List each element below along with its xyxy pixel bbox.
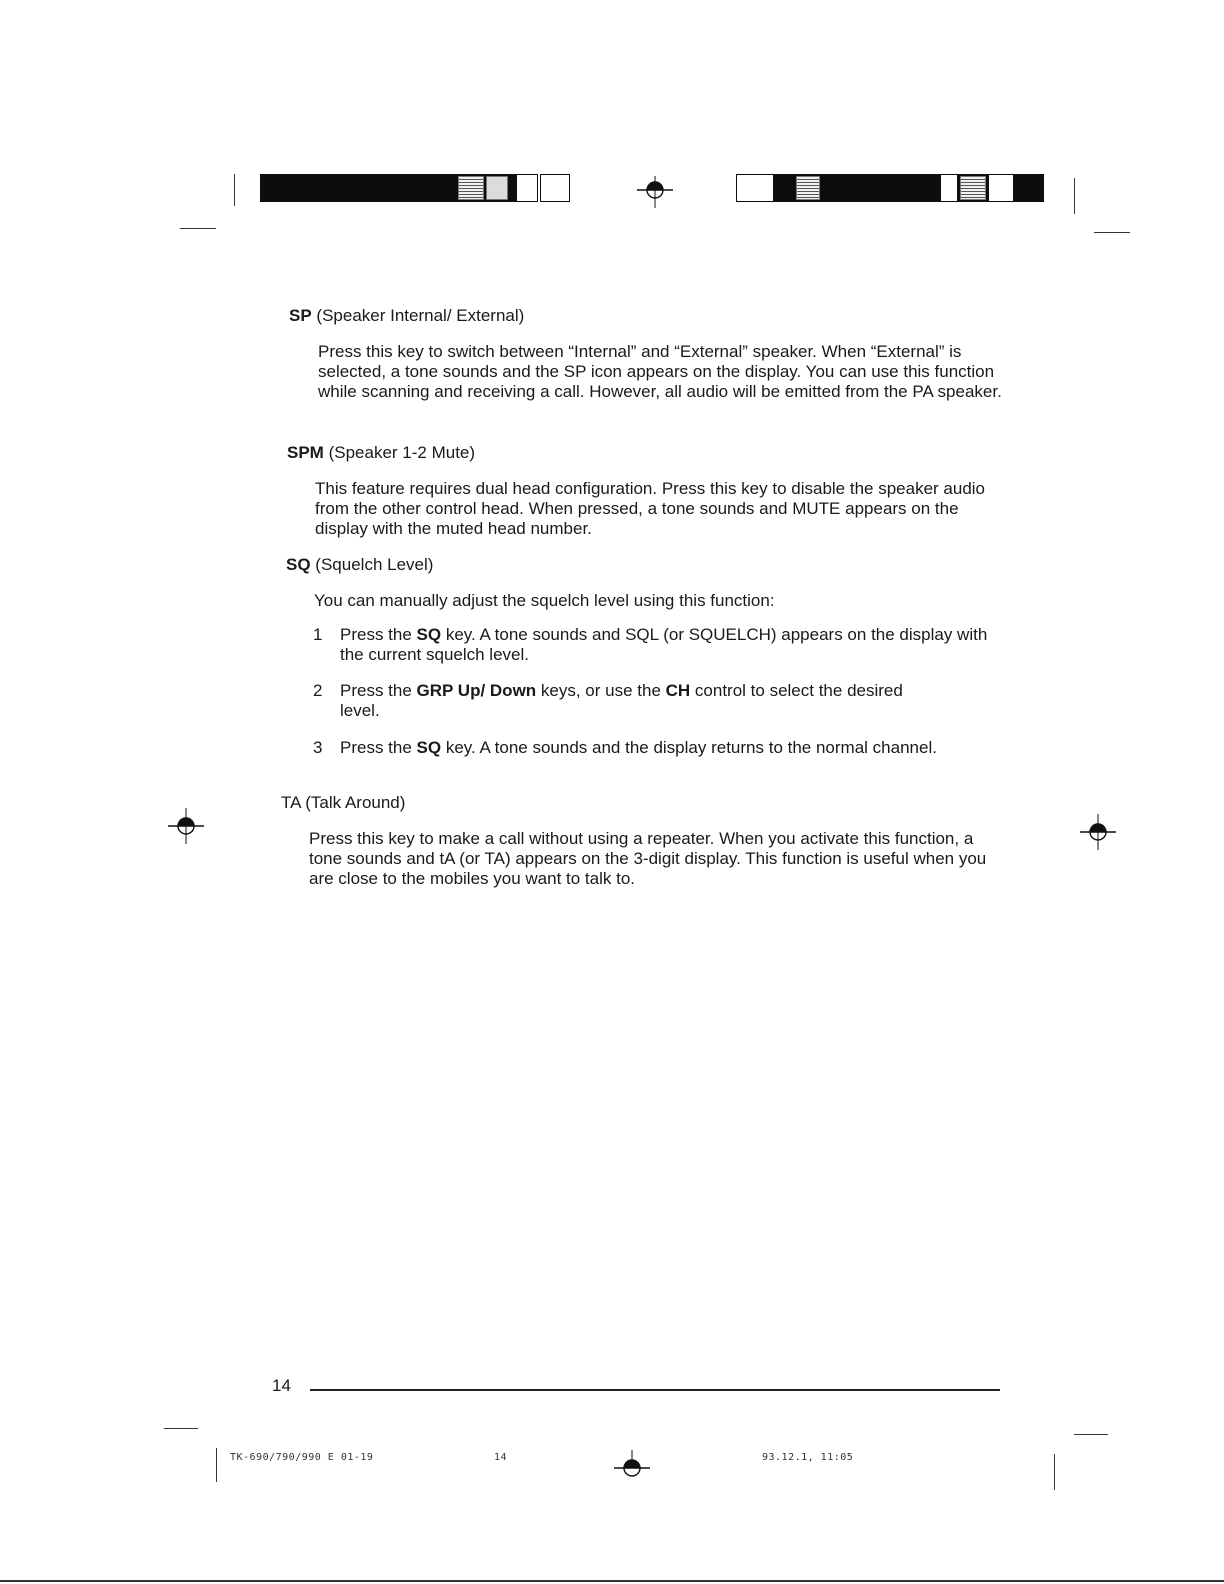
key-label: TA xyxy=(281,793,301,812)
step-text: Press the SQ key. A tone sounds and SQL (or SQUELCH) appears on the display with the current squelch level. xyxy=(340,625,988,664)
crop-mark xyxy=(180,228,216,229)
header-glyph xyxy=(960,176,986,200)
registration-mark-icon xyxy=(1080,814,1116,850)
sq-step-3 xyxy=(313,738,1013,780)
key-title: (Talk Around) xyxy=(305,793,406,812)
sq-heading xyxy=(286,555,433,575)
sp-description: Press this key to switch between “Internal” and “External” speaker. When “External” is selected, a tone sounds and the SP icon appears on the display. You can use this function while scanning and receiving a call. However, all audio will be emitted from the PA speaker. xyxy=(318,342,1002,401)
slug-date: 93.12.1, 11:05 xyxy=(762,1452,854,1463)
crop-mark xyxy=(234,174,235,206)
crop-mark xyxy=(1074,1434,1108,1435)
spm-description: This feature requires dual head configuration. Press this key to disable the speaker audio from the other control head. When pressed, a tone sounds and MUTE appears on the display with the muted head number. xyxy=(315,479,986,538)
sq-intro: You can manually adjust the squelch level using this function: xyxy=(314,591,775,610)
crop-mark xyxy=(164,1428,198,1429)
key-title: (Squelch Level) xyxy=(315,555,434,574)
key-title: (Speaker 1-2 Mute) xyxy=(328,443,476,462)
sq-step-1 xyxy=(313,625,1013,667)
step-number: 3 xyxy=(313,738,323,757)
key-label: SP xyxy=(289,306,312,325)
header-glyph xyxy=(796,176,820,200)
key-label: SPM xyxy=(287,443,324,462)
ta-heading xyxy=(281,793,405,813)
sq-step-2 xyxy=(313,681,1013,723)
crop-mark xyxy=(216,1448,217,1482)
step-number: 1 xyxy=(313,625,323,644)
slug-page: 14 xyxy=(494,1452,508,1463)
footer-rule xyxy=(310,1389,1000,1391)
registration-mark-icon xyxy=(614,1450,650,1486)
crop-mark xyxy=(1074,178,1075,214)
crop-mark xyxy=(1094,232,1130,233)
key-title: (Speaker Internal/ External) xyxy=(316,306,525,325)
ta-description: Press this key to make a call without using a repeater. When you activate this function, a tone sounds and tA (or TA) appears on the 3-digit display. This function is useful when you are close to the mobiles you want to talk to. xyxy=(309,829,987,888)
page-number: 14 xyxy=(272,1376,291,1395)
slug-file: TK-690/790/990 E 01-19 xyxy=(230,1452,374,1463)
step-text: Press the GRP Up/ Down keys, or use the CH control to select the desired level. xyxy=(340,681,903,720)
crop-mark xyxy=(1054,1454,1055,1490)
sp-heading xyxy=(289,306,524,326)
spm-heading xyxy=(287,443,475,463)
registration-mark-icon xyxy=(637,172,673,208)
header-glyph xyxy=(486,176,508,200)
page-edge-line xyxy=(0,1580,1224,1582)
header-glyph xyxy=(458,176,484,200)
step-text: Press the SQ key. A tone sounds and the display returns to the normal channel. xyxy=(340,738,937,757)
step-number: 2 xyxy=(313,681,323,700)
registration-mark-icon xyxy=(168,808,204,844)
key-label: SQ xyxy=(286,555,311,574)
